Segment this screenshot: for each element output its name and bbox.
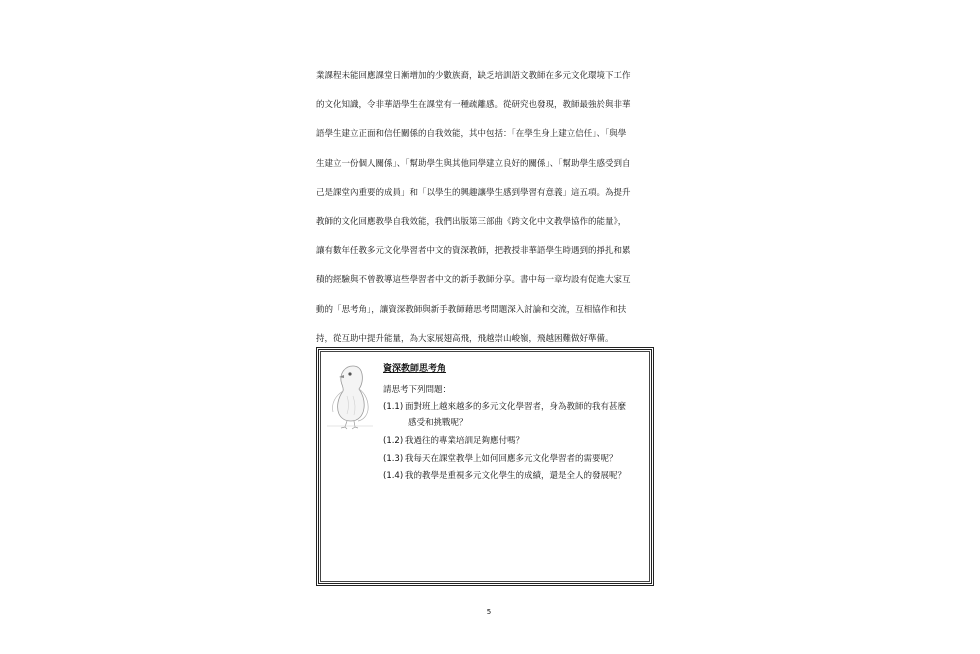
question-text-continued: 感受和挑戰呢？ bbox=[408, 418, 468, 428]
body-line: 讓有數年任教多元文化學習者中文的資深教師，把教授非華語學生時遇到的掙扎和累 bbox=[316, 246, 631, 257]
question-text: 面對班上越來越多的多元文化學習者，身為教師的我有甚麼 bbox=[405, 402, 627, 412]
think-corner-intro: 請思考下列問題： bbox=[383, 385, 452, 395]
body-line: 動的「思考角」，讓資深教師與新手教師藉思考問題深入討論和交流，互相協作和扶 bbox=[316, 304, 627, 315]
page-number: 5 bbox=[486, 608, 492, 616]
question-item bbox=[383, 469, 626, 481]
body-line: 的文化知識，令非華語學生在課堂有一種疏離感。從研究也發現，教師最強於與非華 bbox=[316, 100, 631, 111]
body-line: 業課程未能回應課堂日漸增加的少數族裔，缺乏培訓語文教師在多元文化環境下工作 bbox=[316, 71, 631, 81]
bird-icon bbox=[325, 360, 377, 430]
question-item bbox=[383, 434, 524, 446]
question-item bbox=[383, 452, 618, 464]
think-corner-title: 資深教師思考角 bbox=[383, 364, 447, 374]
question-number: (1.4) bbox=[383, 471, 404, 481]
body-line: 己是課堂內重要的成員」和「以學生的興趣讓學生感到學習有意義」這五項。為提升 bbox=[316, 187, 631, 198]
question-text: 我過往的專業培訓足夠應付嗎？ bbox=[405, 436, 525, 446]
think-corner-box bbox=[316, 347, 654, 586]
body-line: 持，從互助中提升能量，為大家展翅高飛，飛越崇山峻嶺，飛越困難做好準備。 bbox=[316, 333, 614, 344]
question-text: 我每天在課堂教學上如何回應多元文化學習者的需要呢？ bbox=[405, 454, 618, 464]
body-line: 積的經驗與不曾教導這些學習者中文的新手教師分享。書中每一章均設有促進大家互 bbox=[316, 275, 631, 286]
question-number: (1.3) bbox=[383, 454, 404, 464]
body-line: 教師的文化回應教學自我效能，我們出版第三部曲《跨文化中文教學協作的能量》， bbox=[316, 216, 627, 227]
think-corner-inner-border bbox=[320, 351, 650, 582]
question-number: (1.1) bbox=[383, 402, 404, 412]
body-line: 生建立一份個人關係」、「幫助學生與其他同學建立良好的關係」、「幫助學生感受到自 bbox=[316, 158, 631, 169]
body-paragraph bbox=[316, 68, 662, 360]
body-line: 語學生建立正面和信任關係的自我效能，其中包括：「在學生身上建立信任」、「與學 bbox=[316, 129, 627, 140]
question-item bbox=[383, 400, 626, 412]
question-number: (1.2) bbox=[383, 436, 404, 446]
question-text: 我的教學是重視多元文化學生的成績，還是全人的發展呢？ bbox=[405, 471, 627, 481]
